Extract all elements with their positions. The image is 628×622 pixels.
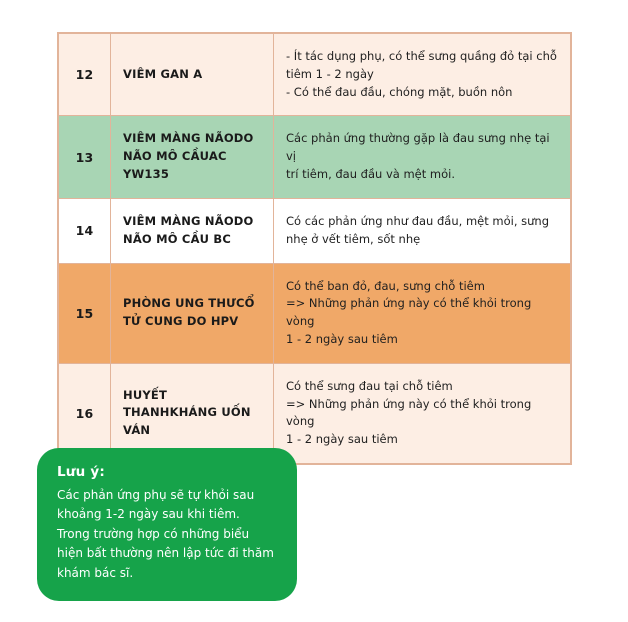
description-line: trí tiêm, đau đầu và mệt mỏi. [286,167,456,182]
name-line: CỔ TỬ CUNG DO HPV [123,296,255,329]
row-reaction-description [274,198,571,263]
row-reaction-description [274,116,571,198]
name-line: KHÁNG UỐN VÁN [123,405,251,438]
row-reaction-description [274,34,571,116]
name-line: PHÒNG UNG THƯ [123,296,236,311]
row-reaction-description [274,263,571,363]
description-line: => Những phản ứng này có thể khỏi trong vòng [286,396,532,429]
description-line: tiêm 1 - 2 ngày [286,66,374,81]
description-line: Có thể ban đỏ, đau, sưng chỗ tiêm [286,278,485,293]
row-number: 14 [59,198,111,263]
row-vaccine-name [111,263,274,363]
name-line: VIÊM GAN A [123,66,203,81]
name-line: AC YW135 [123,149,227,182]
note-line: Các phản ứng phụ sẽ tự khỏi sau [57,488,255,502]
table-row [59,116,571,198]
note-body [57,486,277,583]
row-number: 12 [59,34,111,116]
name-line: VIÊM MÀNG NÃO [123,213,234,228]
table [58,33,571,464]
table-row [59,34,571,116]
note-line: hiện bất thường nên lập tức đi thăm [57,546,274,561]
row-number: 13 [59,116,111,198]
table-body [59,34,571,464]
table-row [59,263,571,363]
name-line: VIÊM MÀNG NÃO [123,131,234,146]
description-line: => Những phản ứng này có thể khỏi trong vòng [286,296,532,329]
row-vaccine-name [111,116,274,198]
description-line: - Có thể đau đầu, chóng mặt, buồn nôn [286,84,513,99]
row-vaccine-name [111,198,274,263]
description-line: - Ít tác dụng phụ, có thể sưng quầng đỏ tại chỗ [286,49,557,63]
vaccine-reaction-table [57,32,572,465]
note-callout [37,448,297,601]
name-line: HUYẾT THANH [123,387,170,420]
description-line: Có các phản ứng như đau đầu, mệt mỏi, sưng [286,213,549,228]
row-number: 15 [59,263,111,363]
row-vaccine-name [111,34,274,116]
note-line: khám bác sĩ. [57,565,134,580]
description-line: nhẹ ở vết tiêm, sốt nhẹ [286,231,421,246]
name-line: DO NÃO MÔ CẦU [123,131,254,164]
name-line: DO NÃO MÔ CẦU BC [123,213,254,246]
row-number: 16 [59,363,111,463]
note-title: Lưu ý: [57,464,105,480]
table-row [59,198,571,263]
description-line: 1 - 2 ngày sau tiêm [286,432,398,447]
row-reaction-description [274,363,571,463]
description-line: Các phản ứng thường gặp là đau sưng nhẹ tại vị [286,131,550,164]
note-line: Trong trường hợp có những biểu [57,526,250,541]
description-line: 1 - 2 ngày sau tiêm [286,331,398,346]
note-line: khoảng 1-2 ngày sau khi tiêm. [57,507,240,522]
description-line: Có thể sưng đau tại chỗ tiêm [286,378,453,393]
